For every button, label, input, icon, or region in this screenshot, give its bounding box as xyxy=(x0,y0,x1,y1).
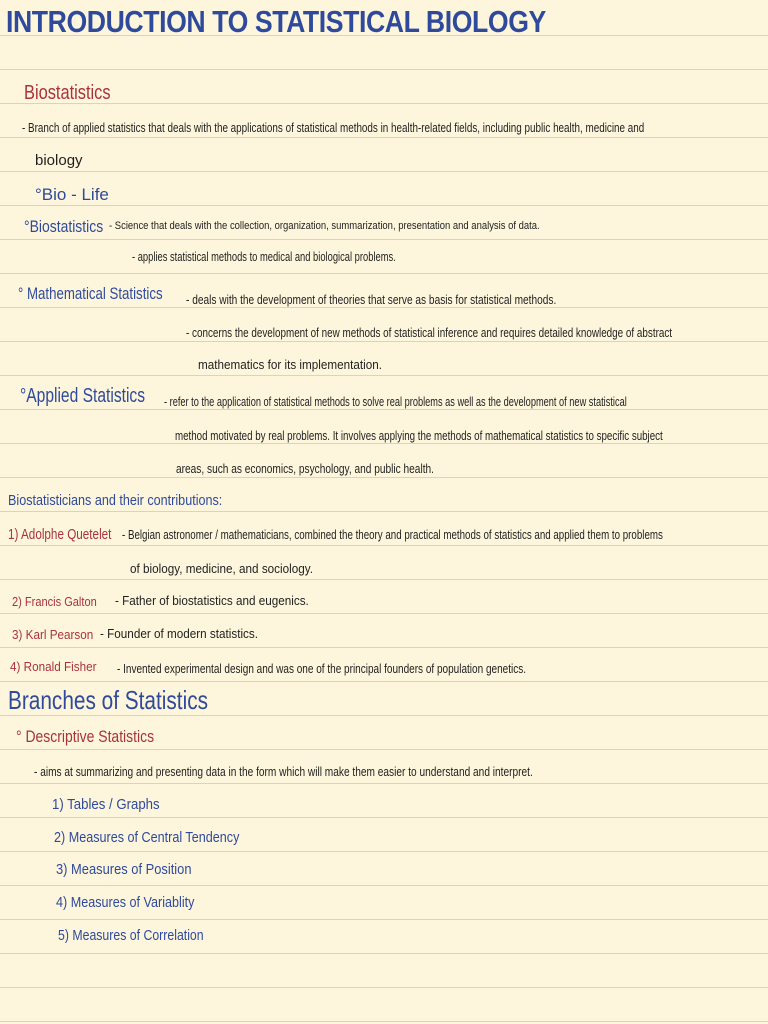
applied-statistics-def1: - refer to the application of statistical methods to solve real problems as well as the development of new statistical xyxy=(164,394,627,409)
branch-item-variability: 4) Measures of Variablity xyxy=(56,894,195,911)
mathematical-statistics-term: ° Mathematical Statistics xyxy=(18,284,163,303)
applied-statistics-def2: method motivated by real problems. It involves applying the methods of mathematical statistics to specific subject xyxy=(175,428,663,443)
mathematical-statistics-def1: - deals with the development of theories that serve as basis for statistical methods. xyxy=(186,292,557,307)
contributor-desc-pearson: - Founder of modern statistics. xyxy=(100,626,259,641)
descriptive-statistics-heading: ° Descriptive Statistics xyxy=(16,727,155,746)
section-heading-biostatistics: Biostatistics xyxy=(24,82,111,104)
biostatistics-term: °Biostatistics xyxy=(24,217,104,236)
contributor-name-quetelet: 1) Adolphe Quetelet xyxy=(8,526,112,543)
biostatistics-definition-line1: - Branch of applied statistics that deals with the applications of statistical methods in health-related fields, including public health, medicine and xyxy=(22,120,645,135)
contributor-desc-fisher: - Invented experimental design and was one of the principal founders of population genetics. xyxy=(117,661,527,676)
branch-item-central-tendency: 2) Measures of Central Tendency xyxy=(54,829,240,846)
applied-statistics-term: °Applied Statistics xyxy=(20,385,146,407)
contributor-name-galton: 2) Francis Galton xyxy=(12,594,97,609)
descriptive-statistics-definition: - aims at summarizing and presenting data in the form which will make them easier to understand and interpret. xyxy=(34,764,533,779)
contributor-desc2-quetelet: of biology, medicine, and sociology. xyxy=(130,561,313,576)
bio-bullet: °Bio - Life xyxy=(35,185,109,204)
mathematical-statistics-def2: - concerns the development of new methods of statistical inference and requires detailed knowledge of abstract xyxy=(186,325,673,340)
contributors-heading: Biostatisticians and their contributions: xyxy=(8,492,223,509)
branch-item-position: 3) Measures of Position xyxy=(56,861,192,878)
branch-item-tables-graphs: 1) Tables / Graphs xyxy=(52,796,160,813)
contributor-name-pearson: 3) Karl Pearson xyxy=(12,627,94,642)
branch-item-correlation: 5) Measures of Correlation xyxy=(58,927,204,944)
biostatistics-definition-line2: biology xyxy=(35,152,83,169)
contributor-desc-quetelet: - Belgian astronomer / mathematicians, combined the theory and practical methods of statistics and applied them to problems xyxy=(122,527,663,542)
section-heading-branches: Branches of Statistics xyxy=(8,685,208,715)
applied-statistics-def3: areas, such as economics, psychology, and public health. xyxy=(176,461,434,476)
page-title: INTRODUCTION TO STATISTICAL BIOLOGY xyxy=(6,4,546,39)
mathematical-statistics-def3: mathematics for its implementation. xyxy=(198,357,383,372)
biostatistics-def1: - Science that deals with the collection, organization, summarization, presentation and analysis of data. xyxy=(109,220,540,232)
contributor-desc-galton: - Father of biostatistics and eugenics. xyxy=(115,593,309,608)
contributor-name-fisher: 4) Ronald Fisher xyxy=(10,659,97,674)
biostatistics-def2: - applies statistical methods to medical and biological problems. xyxy=(132,249,396,264)
